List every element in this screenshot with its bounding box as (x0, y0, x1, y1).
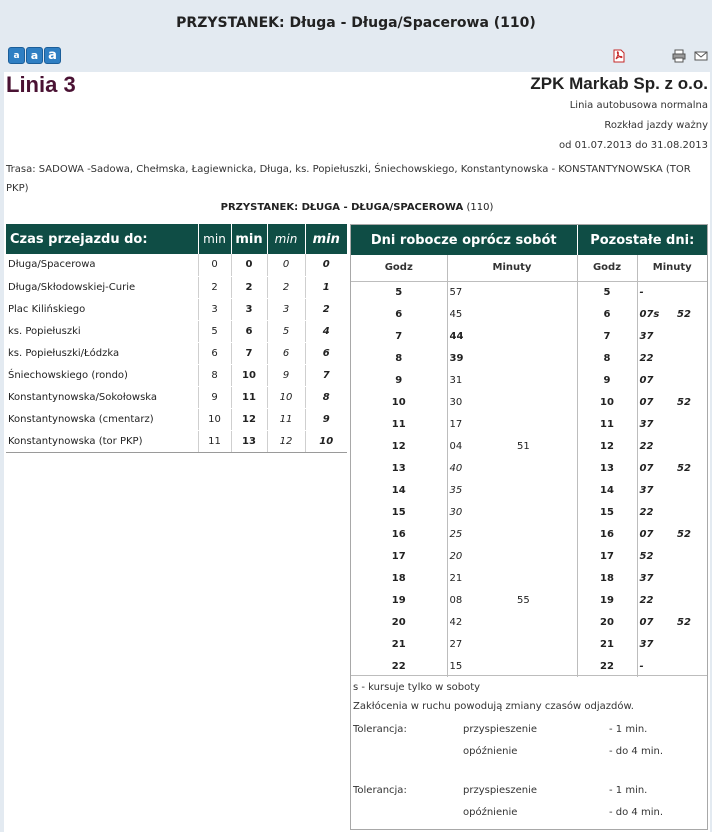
weekday-hour: 12 (391, 440, 406, 452)
tolerance-late-label: opóźnienie (463, 746, 518, 757)
other-hour: 12 (577, 435, 637, 457)
weekday-hour: 14 (391, 484, 406, 496)
travel-stop-name: Śniechowskiego (rondo) (6, 364, 198, 386)
other-hour: 6 (577, 303, 637, 325)
weekday-minute (517, 633, 577, 655)
departure-row (351, 369, 707, 391)
stop-title (4, 202, 710, 213)
other-minute: 22 (637, 501, 677, 523)
travel-time-cell: 4 (305, 320, 347, 342)
weekday-minute: 08 (447, 589, 517, 611)
other-minute: 22 (637, 435, 677, 457)
toolbar (0, 46, 712, 70)
other-hour: 9 (577, 369, 637, 391)
tolerance-late-label: opóźnienie (463, 807, 518, 818)
weekday-hour: 19 (391, 594, 406, 606)
other-minute: 37 (637, 413, 677, 435)
departures-panel (350, 224, 708, 830)
other-hour: 17 (577, 545, 637, 567)
travel-time-cell: 12 (267, 430, 305, 452)
travel-times-header: Czas przejazdu do: (6, 224, 198, 254)
travel-time-cell: 10 (267, 386, 305, 408)
travel-row (6, 386, 347, 408)
weekday-minute: 04 (447, 435, 517, 457)
weekday-minute: 40 (447, 457, 517, 479)
departure-row (351, 523, 707, 545)
other-minute: 52 (677, 396, 691, 408)
other-minute (677, 281, 707, 303)
travel-time-cell: 5 (198, 320, 231, 342)
weekday-minute (517, 457, 577, 479)
stop-name: PRZYSTANEK: DŁUGA - DŁUGA/SPACEROWA (220, 202, 464, 213)
weekday-hour: 20 (391, 616, 406, 628)
weekday-minute: 20 (447, 545, 517, 567)
travel-time-cell: 6 (305, 342, 347, 364)
weekday-minute: 35 (447, 479, 517, 501)
tolerance-label: Tolerancja: (353, 724, 407, 735)
departure-row (351, 281, 707, 303)
departure-row (351, 391, 707, 413)
other-minute: 37 (637, 633, 677, 655)
other-days-header: Pozostałe dni: (577, 225, 707, 255)
other-hour: 22 (577, 655, 637, 677)
other-hour: 18 (577, 567, 637, 589)
page-title: PRZYSTANEK: Długa - Długa/Spacerowa (110) (176, 15, 536, 31)
travel-time-cell: 13 (231, 430, 267, 452)
travel-time-cell: 7 (305, 364, 347, 386)
departure-row (351, 457, 707, 479)
travel-stop-name: Plac Kilińskiego (6, 298, 198, 320)
other-minute: 52 (677, 308, 691, 320)
tolerance-late-value: - do 4 min. (609, 807, 664, 818)
travel-col-3: min (267, 224, 305, 254)
travel-time-cell: 5 (267, 320, 305, 342)
weekday-minute (517, 347, 577, 369)
travel-time-cell: 11 (267, 408, 305, 430)
print-icon[interactable] (672, 49, 686, 63)
tolerance-early-value: - 1 min. (609, 785, 648, 796)
other-minute: 22 (637, 347, 677, 369)
weekday-minute (517, 413, 577, 435)
weekday-minute: 21 (447, 567, 517, 589)
travel-stop-name: Długa/Spacerowa (6, 254, 198, 276)
weekday-minute (517, 545, 577, 567)
email-icon[interactable] (694, 49, 708, 63)
travel-time-cell: 6 (231, 320, 267, 342)
tolerance-late-value: - do 4 min. (609, 746, 664, 757)
travel-time-cell: 2 (305, 298, 347, 320)
weekday-minute: 31 (447, 369, 517, 391)
weekday-minute (517, 391, 577, 413)
line-type: Linia autobusowa normalna (569, 100, 708, 111)
other-minute: 07s (637, 303, 677, 325)
other-hour: 7 (577, 325, 637, 347)
travel-time-cell: 9 (305, 408, 347, 430)
travel-row (6, 408, 347, 430)
departure-row (351, 479, 707, 501)
other-minute (677, 545, 707, 567)
tolerance-label: Tolerancja: (353, 785, 407, 796)
departure-row (351, 611, 707, 633)
weekday-minute: 30 (447, 391, 517, 413)
other-minute: 37 (637, 567, 677, 589)
travel-time-cell: 6 (198, 342, 231, 364)
travel-time-cell: 2 (267, 276, 305, 298)
travel-time-cell: 3 (198, 298, 231, 320)
travel-stop-name: ks. Popiełuszki (6, 320, 198, 342)
travel-time-cell: 3 (231, 298, 267, 320)
other-minute: 07 (637, 369, 677, 391)
font-small-button[interactable]: a (8, 47, 25, 64)
weekday-minute (517, 501, 577, 523)
travel-stop-name: Konstantynowska/Sokołowska (6, 386, 198, 408)
travel-time-cell: 0 (231, 254, 267, 276)
other-minute: 52 (637, 545, 677, 567)
travel-time-cell: 2 (231, 276, 267, 298)
other-hour: 21 (577, 633, 637, 655)
weekday-hour: 5 (395, 286, 403, 298)
travel-row (6, 430, 347, 452)
other-minutes-col: Minuty (637, 255, 707, 281)
travel-row (6, 364, 347, 386)
departure-row (351, 545, 707, 567)
other-hour: 20 (577, 611, 637, 633)
travel-time-cell: 1 (305, 276, 347, 298)
weekday-minute: 42 (447, 611, 517, 633)
weekday-minute (517, 567, 577, 589)
other-minute: 52 (677, 462, 691, 474)
weekday-hour: 21 (391, 638, 406, 650)
travel-row (6, 254, 347, 276)
pdf-icon[interactable] (612, 49, 626, 63)
travel-stop-name: Konstantynowska (cmentarz) (6, 408, 198, 430)
other-minute: 37 (637, 479, 677, 501)
travel-time-cell: 9 (267, 364, 305, 386)
other-minute (677, 325, 707, 347)
weekday-minute: 30 (447, 501, 517, 523)
other-minute (677, 501, 707, 523)
weekday-minute: 17 (447, 413, 517, 435)
travel-stop-name: Konstantynowska (tor PKP) (6, 430, 198, 452)
travel-row (6, 320, 347, 342)
weekday-minute (517, 325, 577, 347)
departure-row (351, 655, 707, 677)
departure-row (351, 303, 707, 325)
weekday-minute: 51 (517, 440, 530, 452)
departures-table (351, 225, 707, 677)
weekday-minute (517, 303, 577, 325)
other-minute: 52 (677, 616, 691, 628)
tolerance-early-label: przyspieszenie (463, 785, 537, 796)
other-minute (677, 567, 707, 589)
other-minute: - (637, 281, 677, 303)
weekday-hour: 17 (391, 550, 406, 562)
font-large-button[interactable]: a (44, 47, 61, 64)
other-minute (677, 413, 707, 435)
weekday-header: Dni robocze oprócz sobót (351, 225, 577, 255)
travel-col-1: min (198, 224, 231, 254)
other-hour: 16 (577, 523, 637, 545)
other-minute: - (637, 655, 677, 677)
weekday-hour: 22 (391, 660, 406, 672)
tolerance-block (351, 724, 707, 768)
weekday-minute (517, 611, 577, 633)
tolerance-early-label: przyspieszenie (463, 724, 537, 735)
other-hour-col: Godz (577, 255, 637, 281)
validity-label: Rozkład jazdy ważny (604, 120, 708, 131)
other-minute: 07 (637, 523, 677, 545)
company-name: ZPK Markab Sp. z o.o. (530, 74, 708, 93)
weekday-hour: 8 (395, 352, 403, 364)
weekday-hour: 9 (395, 374, 403, 386)
departure-row (351, 633, 707, 655)
travel-time-cell: 11 (231, 386, 267, 408)
travel-time-cell: 10 (305, 430, 347, 452)
weekday-minute: 15 (447, 655, 517, 677)
travel-times-table (6, 224, 347, 453)
weekday-minute (517, 655, 577, 677)
other-hour: 8 (577, 347, 637, 369)
travel-time-cell: 10 (231, 364, 267, 386)
weekday-hour: 18 (391, 572, 406, 584)
departure-row (351, 347, 707, 369)
other-minute: 07 (637, 457, 677, 479)
other-hour: 11 (577, 413, 637, 435)
line-title: Linia 3 (6, 72, 76, 97)
weekday-minute: 25 (447, 523, 517, 545)
travel-time-cell: 2 (198, 276, 231, 298)
weekday-hour: 13 (391, 462, 406, 474)
other-hour: 10 (577, 391, 637, 413)
weekday-minute: 55 (517, 594, 530, 606)
weekday-hour: 15 (391, 506, 406, 518)
travel-time-cell: 3 (267, 298, 305, 320)
other-minute (677, 655, 707, 677)
travel-time-cell: 8 (198, 364, 231, 386)
other-hour: 19 (577, 589, 637, 611)
other-minute (677, 589, 707, 611)
travel-time-cell: 10 (198, 408, 231, 430)
weekday-minutes-col: Minuty (447, 255, 577, 281)
weekday-hour-col: Godz (351, 255, 447, 281)
weekday-hour: 10 (391, 396, 406, 408)
travel-time-cell: 11 (198, 430, 231, 452)
travel-time-cell: 9 (198, 386, 231, 408)
validity-dates: od 01.07.2013 do 31.08.2013 (559, 140, 708, 151)
travel-row (6, 276, 347, 298)
weekday-hour: 11 (391, 418, 406, 430)
tolerance-early-value: - 1 min. (609, 724, 648, 735)
other-minute (677, 633, 707, 655)
travel-row (6, 298, 347, 320)
weekday-hour: 6 (395, 308, 403, 320)
weekday-minute: 27 (447, 633, 517, 655)
other-minute (677, 479, 707, 501)
weekday-minute: 57 (447, 281, 517, 303)
departure-row (351, 501, 707, 523)
travel-time-cell: 8 (305, 386, 347, 408)
departure-row (351, 589, 707, 611)
other-minute (677, 369, 707, 391)
tolerance-block (351, 785, 707, 829)
other-minute: 07 (637, 391, 677, 413)
travel-time-cell: 0 (267, 254, 305, 276)
page-header (0, 0, 712, 46)
travel-time-cell: 0 (305, 254, 347, 276)
notes-section (351, 675, 707, 829)
travel-time-cell: 0 (198, 254, 231, 276)
departure-row (351, 325, 707, 347)
weekday-minute: 39 (447, 347, 517, 369)
weekday-minute: 45 (447, 303, 517, 325)
travel-col-4: min (305, 224, 347, 254)
weekday-minute (517, 369, 577, 391)
other-minute: 52 (677, 528, 691, 540)
travel-stop-name: Długa/Skłodowskiej-Curie (6, 276, 198, 298)
timetable-content (4, 72, 710, 832)
other-hour: 14 (577, 479, 637, 501)
weekday-minute (517, 479, 577, 501)
saturday-legend: s - kursuje tylko w soboty (353, 682, 481, 693)
other-minute (677, 347, 707, 369)
weekday-minute (517, 281, 577, 303)
stop-number: (110) (466, 202, 494, 213)
weekday-hour: 7 (395, 330, 403, 342)
other-minute: 07 (637, 611, 677, 633)
travel-col-2: min (231, 224, 267, 254)
weekday-minute: 44 (447, 325, 517, 347)
other-hour: 5 (577, 281, 637, 303)
departure-row (351, 435, 707, 457)
travel-time-cell: 12 (231, 408, 267, 430)
weekday-hour: 16 (391, 528, 406, 540)
other-minute: 37 (637, 325, 677, 347)
travel-time-cell: 6 (267, 342, 305, 364)
route-description: Trasa: SADOWA -Sadowa, Chełmska, Łagiewnicka, Długa, ks. Popiełuszki, Śniechowskiego, Konstantynowska - KONSTANTYNOWSKA (TOR PKP) (6, 164, 691, 194)
other-minute (677, 435, 707, 457)
departure-row (351, 413, 707, 435)
weekday-minute (517, 523, 577, 545)
disruption-note: Zakłócenia w ruchu powodują zmiany czasów odjazdów. (353, 701, 634, 712)
travel-row (6, 342, 347, 364)
font-medium-button[interactable]: a (26, 47, 43, 64)
other-minute: 22 (637, 589, 677, 611)
other-hour: 13 (577, 457, 637, 479)
travel-time-cell: 7 (231, 342, 267, 364)
departure-row (351, 567, 707, 589)
travel-stop-name: ks. Popiełuszki/Łódzka (6, 342, 198, 364)
other-hour: 15 (577, 501, 637, 523)
